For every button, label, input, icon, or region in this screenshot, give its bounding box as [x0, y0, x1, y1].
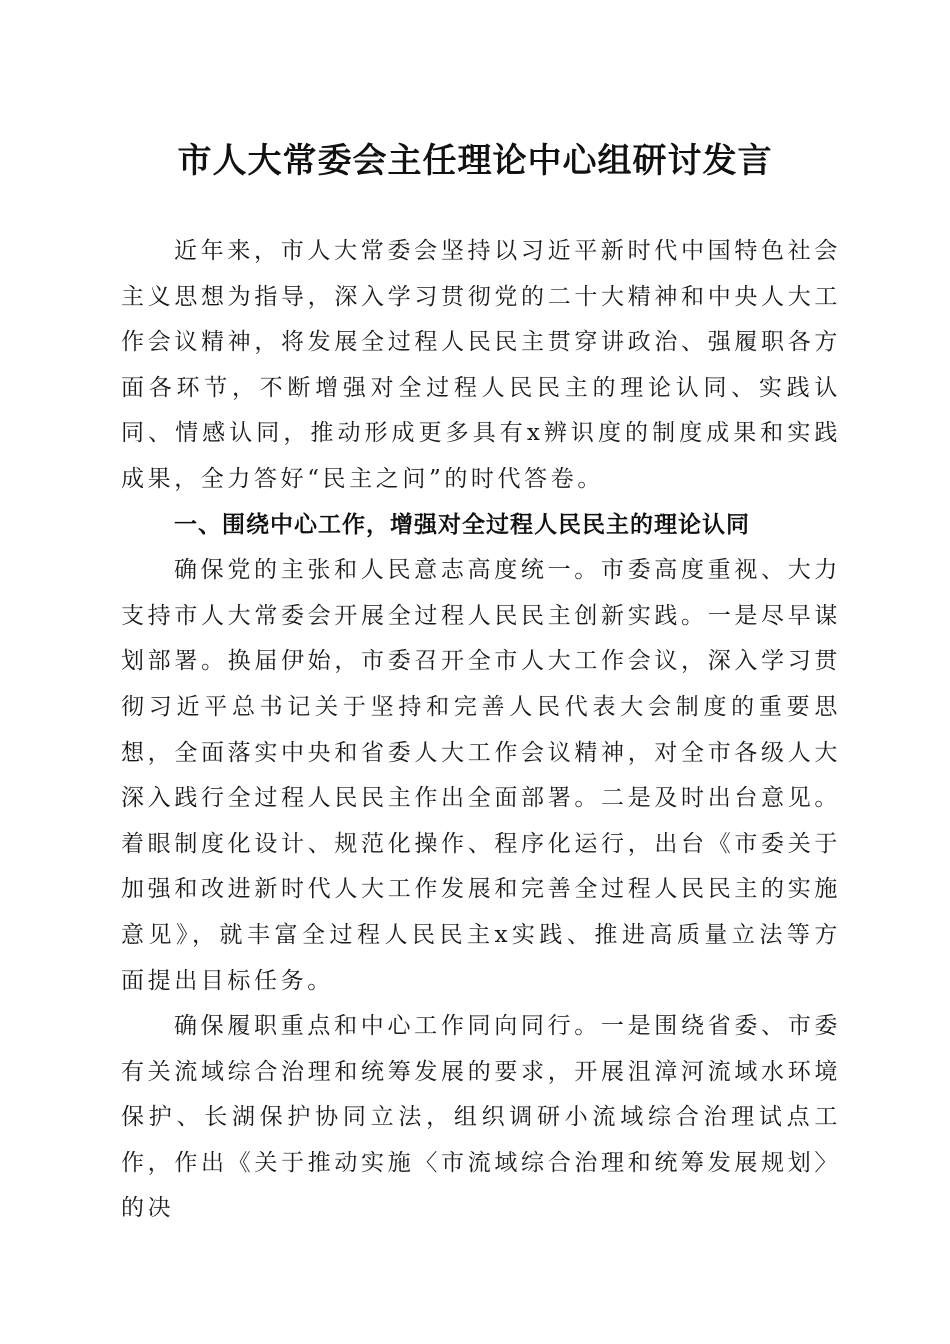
document-title: 市人大常委会主任理论中心组研讨发言 [177, 141, 773, 181]
section-heading: 一、围绕中心工作，增强对全过程人民民主的理论认同 [174, 511, 750, 538]
section-paragraph: 确保履职重点和中心工作同向同行。一是围绕省委、市委有关流域综合治理和统筹发展的要求，开展沮漳河流域水环境保护、长湖保护协同立法，组织调研小流域综合治理试点工作，作出《关于推动实施〈市流域综合治理和统筹发展规划〉的决 [121, 1013, 841, 1222]
section-paragraph: 确保党的主张和人民意志高度统一。市委高度重视、大力支持市人大常委会开展全过程人民民主创新实践。一是尽早谋划部署。换届伊始，市委召开全市人大工作会议，深入学习贯彻习近平总书记关于坚持和完善人民代表大会制度的重要思想，全面落实中央和省委人大工作会议精神，对全市各级人大深入践行全过程人民民主作出全面部署。二是及时出台意见。着眼制度化设计、规范化操作、程序化运行，出台《市委关于加强和改进新时代人大工作发展和完善全过程人民民主的实施意见》，就丰富全过程人民民主x实践、推进高质量立法等方面提出目标任务。 [121, 557, 841, 994]
intro-paragraph: 近年来，市人大常委会坚持以习近平新时代中国特色社会主义思想为指导，深入学习贯彻党的二十大精神和中央人大工作会议精神，将发展全过程人民民主贯穿讲政治、强履职各方面各环节，不断增强对全过程人民民主的理论认同、实践认同、情感认同，推动形成更多具有x辨识度的制度成果和实践成果，全力答好“民主之问”的时代答卷。 [121, 238, 841, 492]
document-body [121, 229, 841, 1232]
